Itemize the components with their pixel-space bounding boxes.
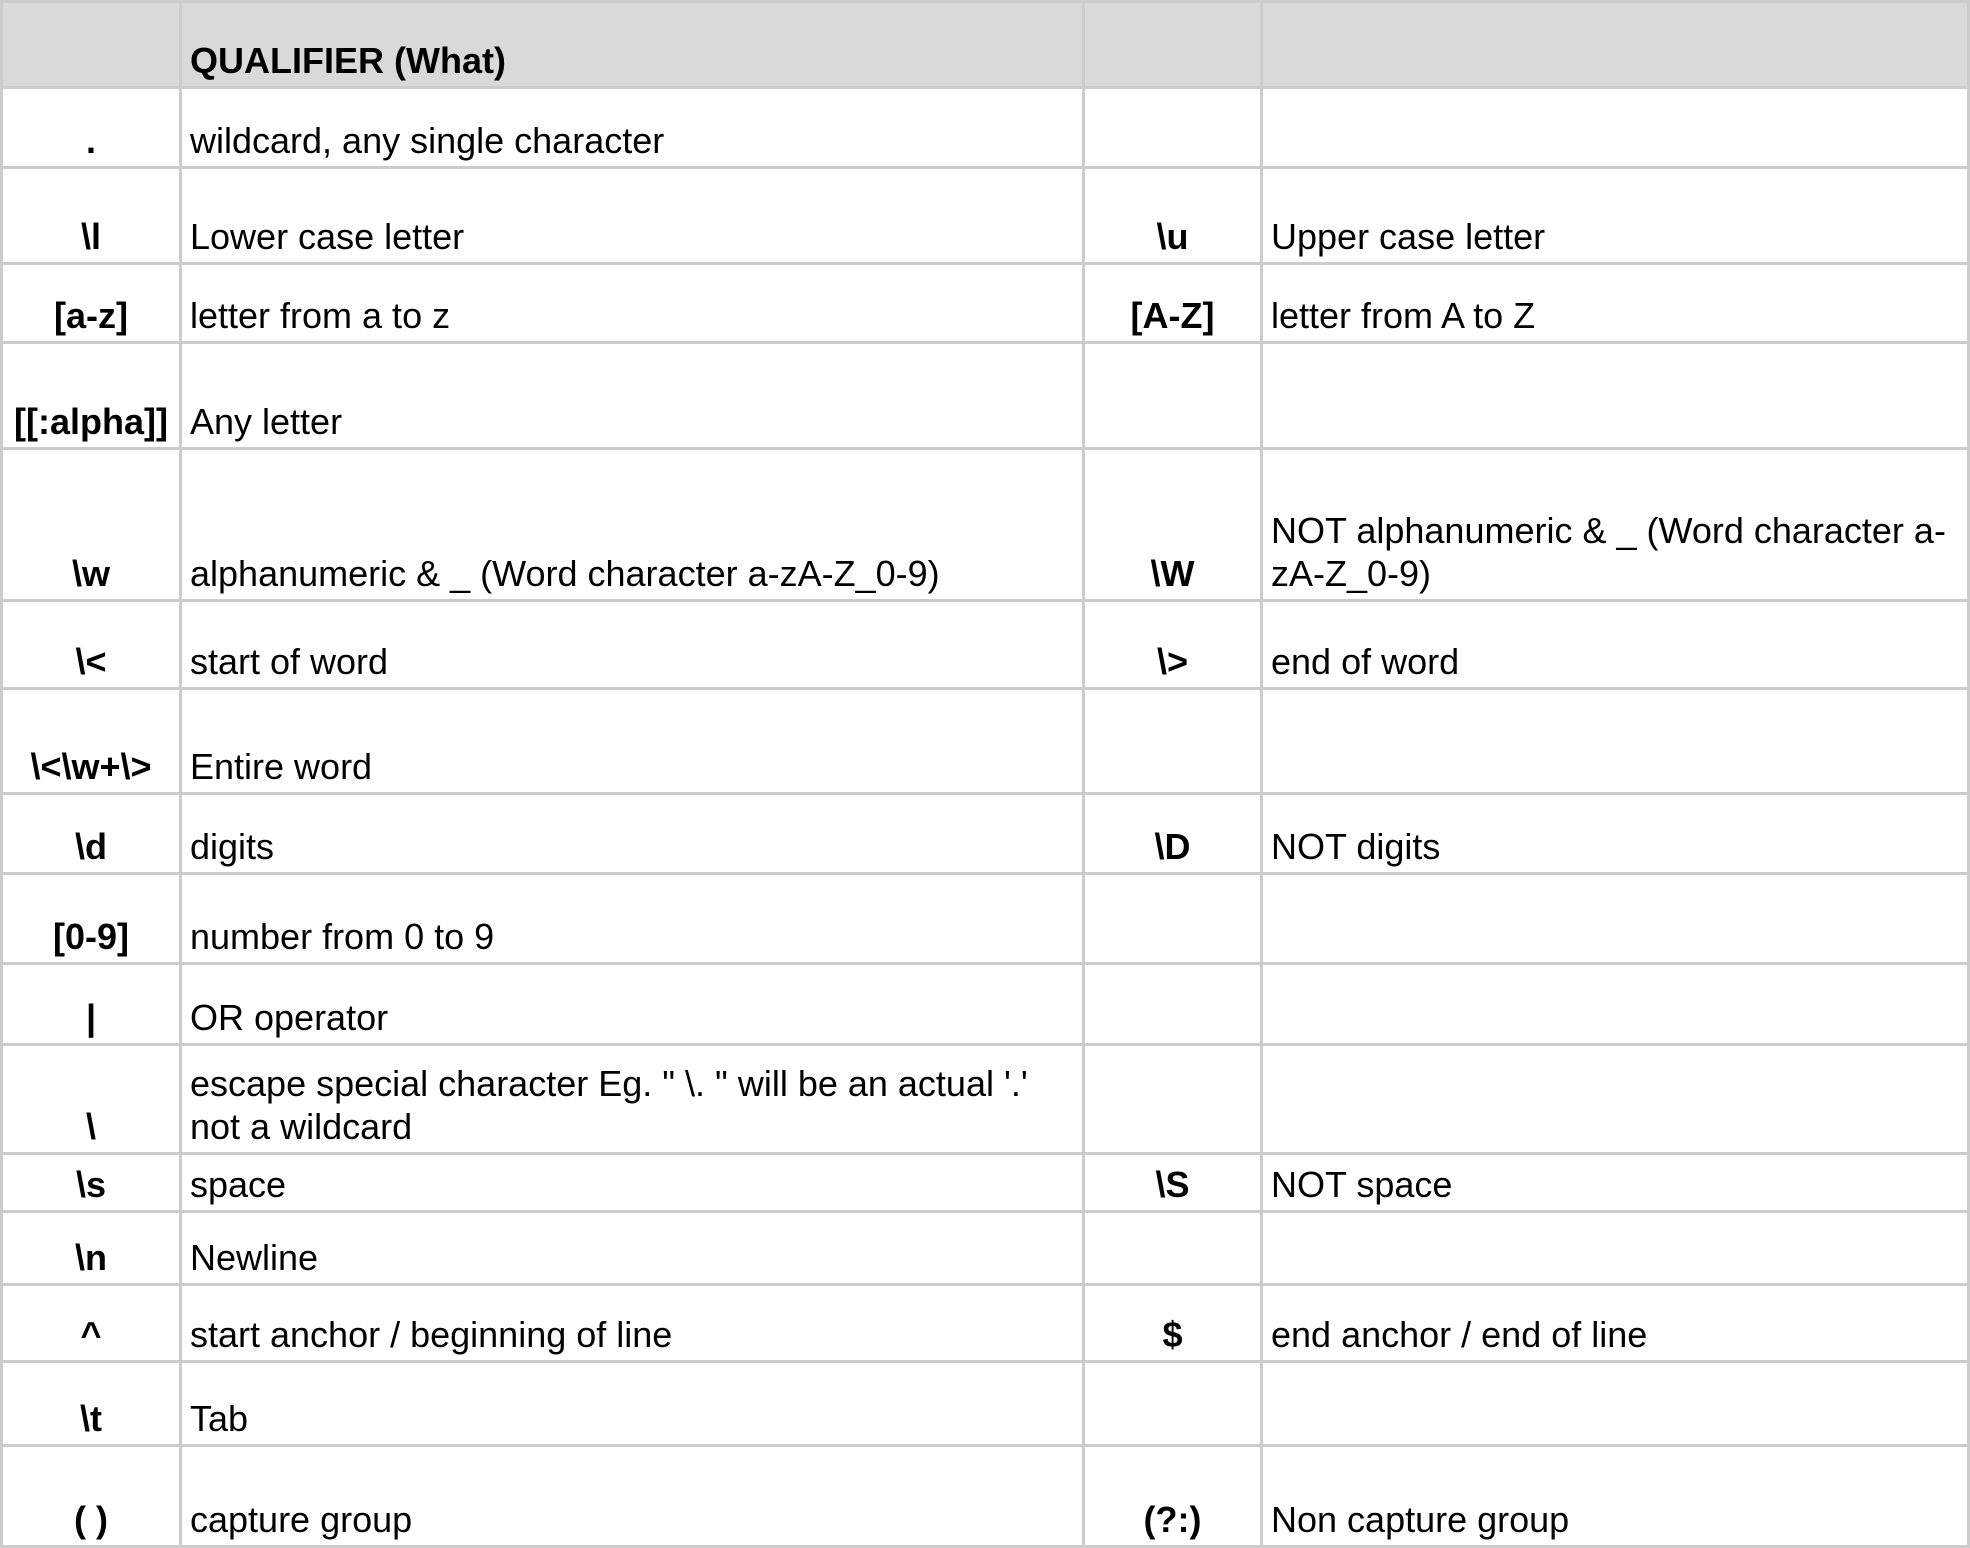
symbol-cell[interactable]: \W	[1084, 449, 1262, 601]
symbol-cell[interactable]	[1084, 88, 1262, 168]
symbol-cell[interactable]: .	[2, 88, 181, 168]
description-cell[interactable]: Lower case letter	[181, 168, 1084, 264]
description-cell[interactable]: OR operator	[181, 964, 1084, 1045]
symbol-cell[interactable]	[1084, 874, 1262, 964]
table-row	[2, 794, 1969, 874]
symbol-cell[interactable]: ^	[2, 1285, 181, 1362]
description-cell[interactable]: end of word	[1262, 601, 1969, 689]
table-row	[2, 88, 1969, 168]
description-cell[interactable]: Newline	[181, 1212, 1084, 1285]
symbol-cell[interactable]: \n	[2, 1212, 181, 1285]
description-cell[interactable]	[1262, 964, 1969, 1045]
symbol-cell[interactable]: \<	[2, 601, 181, 689]
symbol-cell[interactable]: \w	[2, 449, 181, 601]
table-row	[2, 1446, 1969, 1547]
description-cell[interactable]: capture group	[181, 1446, 1084, 1547]
description-cell[interactable]: Tab	[181, 1362, 1084, 1446]
description-cell[interactable]: NOT alphanumeric & _ (Word character a-zA-Z_0-9)	[1262, 449, 1969, 601]
description-cell[interactable]: Upper case letter	[1262, 168, 1969, 264]
symbol-cell[interactable]	[1084, 689, 1262, 794]
description-cell[interactable]	[1262, 1212, 1969, 1285]
header-cell-3[interactable]	[1084, 2, 1262, 88]
description-cell[interactable]	[1262, 88, 1969, 168]
description-cell[interactable]: space	[181, 1154, 1084, 1212]
table-row	[2, 874, 1969, 964]
header-cell-1[interactable]	[2, 2, 181, 88]
symbol-cell[interactable]: \u	[1084, 168, 1262, 264]
description-cell[interactable]: wildcard, any single character	[181, 88, 1084, 168]
description-cell[interactable]: start anchor / beginning of line	[181, 1285, 1084, 1362]
description-cell[interactable]: letter from a to z	[181, 264, 1084, 343]
description-cell[interactable]: escape special character Eg. " \. " will be an actual '.' not a wildcard	[181, 1045, 1084, 1154]
symbol-cell[interactable]: $	[1084, 1285, 1262, 1362]
symbol-cell[interactable]	[1084, 343, 1262, 449]
table-row	[2, 1285, 1969, 1362]
description-cell[interactable]: digits	[181, 794, 1084, 874]
header-row	[2, 2, 1969, 88]
description-cell[interactable]: NOT digits	[1262, 794, 1969, 874]
symbol-cell[interactable]: \s	[2, 1154, 181, 1212]
symbol-cell[interactable]: (?:)	[1084, 1446, 1262, 1547]
table-row	[2, 1045, 1969, 1154]
description-cell[interactable]	[1262, 343, 1969, 449]
symbol-cell[interactable]: [a-z]	[2, 264, 181, 343]
description-cell[interactable]	[1262, 1045, 1969, 1154]
symbol-cell[interactable]: \<\w+\>	[2, 689, 181, 794]
table-row	[2, 1154, 1969, 1212]
description-cell[interactable]: Any letter	[181, 343, 1084, 449]
symbol-cell[interactable]: \>	[1084, 601, 1262, 689]
symbol-cell[interactable]	[1084, 1212, 1262, 1285]
table-row	[2, 343, 1969, 449]
description-cell[interactable]: Non capture group	[1262, 1446, 1969, 1547]
symbol-cell[interactable]	[1084, 1362, 1262, 1446]
symbol-cell[interactable]: \S	[1084, 1154, 1262, 1212]
symbol-cell[interactable]: \t	[2, 1362, 181, 1446]
table-row	[2, 449, 1969, 601]
description-cell[interactable]: letter from A to Z	[1262, 264, 1969, 343]
symbol-cell[interactable]: \	[2, 1045, 181, 1154]
description-cell[interactable]: Entire word	[181, 689, 1084, 794]
table-row	[2, 689, 1969, 794]
symbol-cell[interactable]: \D	[1084, 794, 1262, 874]
description-cell[interactable]	[1262, 1362, 1969, 1446]
symbol-cell[interactable]: \l	[2, 168, 181, 264]
description-cell[interactable]: start of word	[181, 601, 1084, 689]
symbol-cell[interactable]: ( )	[2, 1446, 181, 1547]
table-row	[2, 601, 1969, 689]
header-cell-4[interactable]	[1262, 2, 1969, 88]
symbol-cell[interactable]: [0-9]	[2, 874, 181, 964]
symbol-cell[interactable]	[1084, 1045, 1262, 1154]
description-cell[interactable]: alphanumeric & _ (Word character a-zA-Z_0-9)	[181, 449, 1084, 601]
description-cell[interactable]	[1262, 689, 1969, 794]
table-row	[2, 264, 1969, 343]
description-cell[interactable]: end anchor / end of line	[1262, 1285, 1969, 1362]
symbol-cell[interactable]: [[:alpha]]	[2, 343, 181, 449]
header-cell-qualifier[interactable]: QUALIFIER (What)	[181, 2, 1084, 88]
table-row	[2, 168, 1969, 264]
description-cell[interactable]: NOT space	[1262, 1154, 1969, 1212]
table-row	[2, 1362, 1969, 1446]
symbol-cell[interactable]: \d	[2, 794, 181, 874]
symbol-cell[interactable]	[1084, 964, 1262, 1045]
symbol-cell[interactable]: [A-Z]	[1084, 264, 1262, 343]
symbol-cell[interactable]: |	[2, 964, 181, 1045]
description-cell[interactable]	[1262, 874, 1969, 964]
table-row	[2, 964, 1969, 1045]
table-row	[2, 1212, 1969, 1285]
description-cell[interactable]: number from 0 to 9	[181, 874, 1084, 964]
